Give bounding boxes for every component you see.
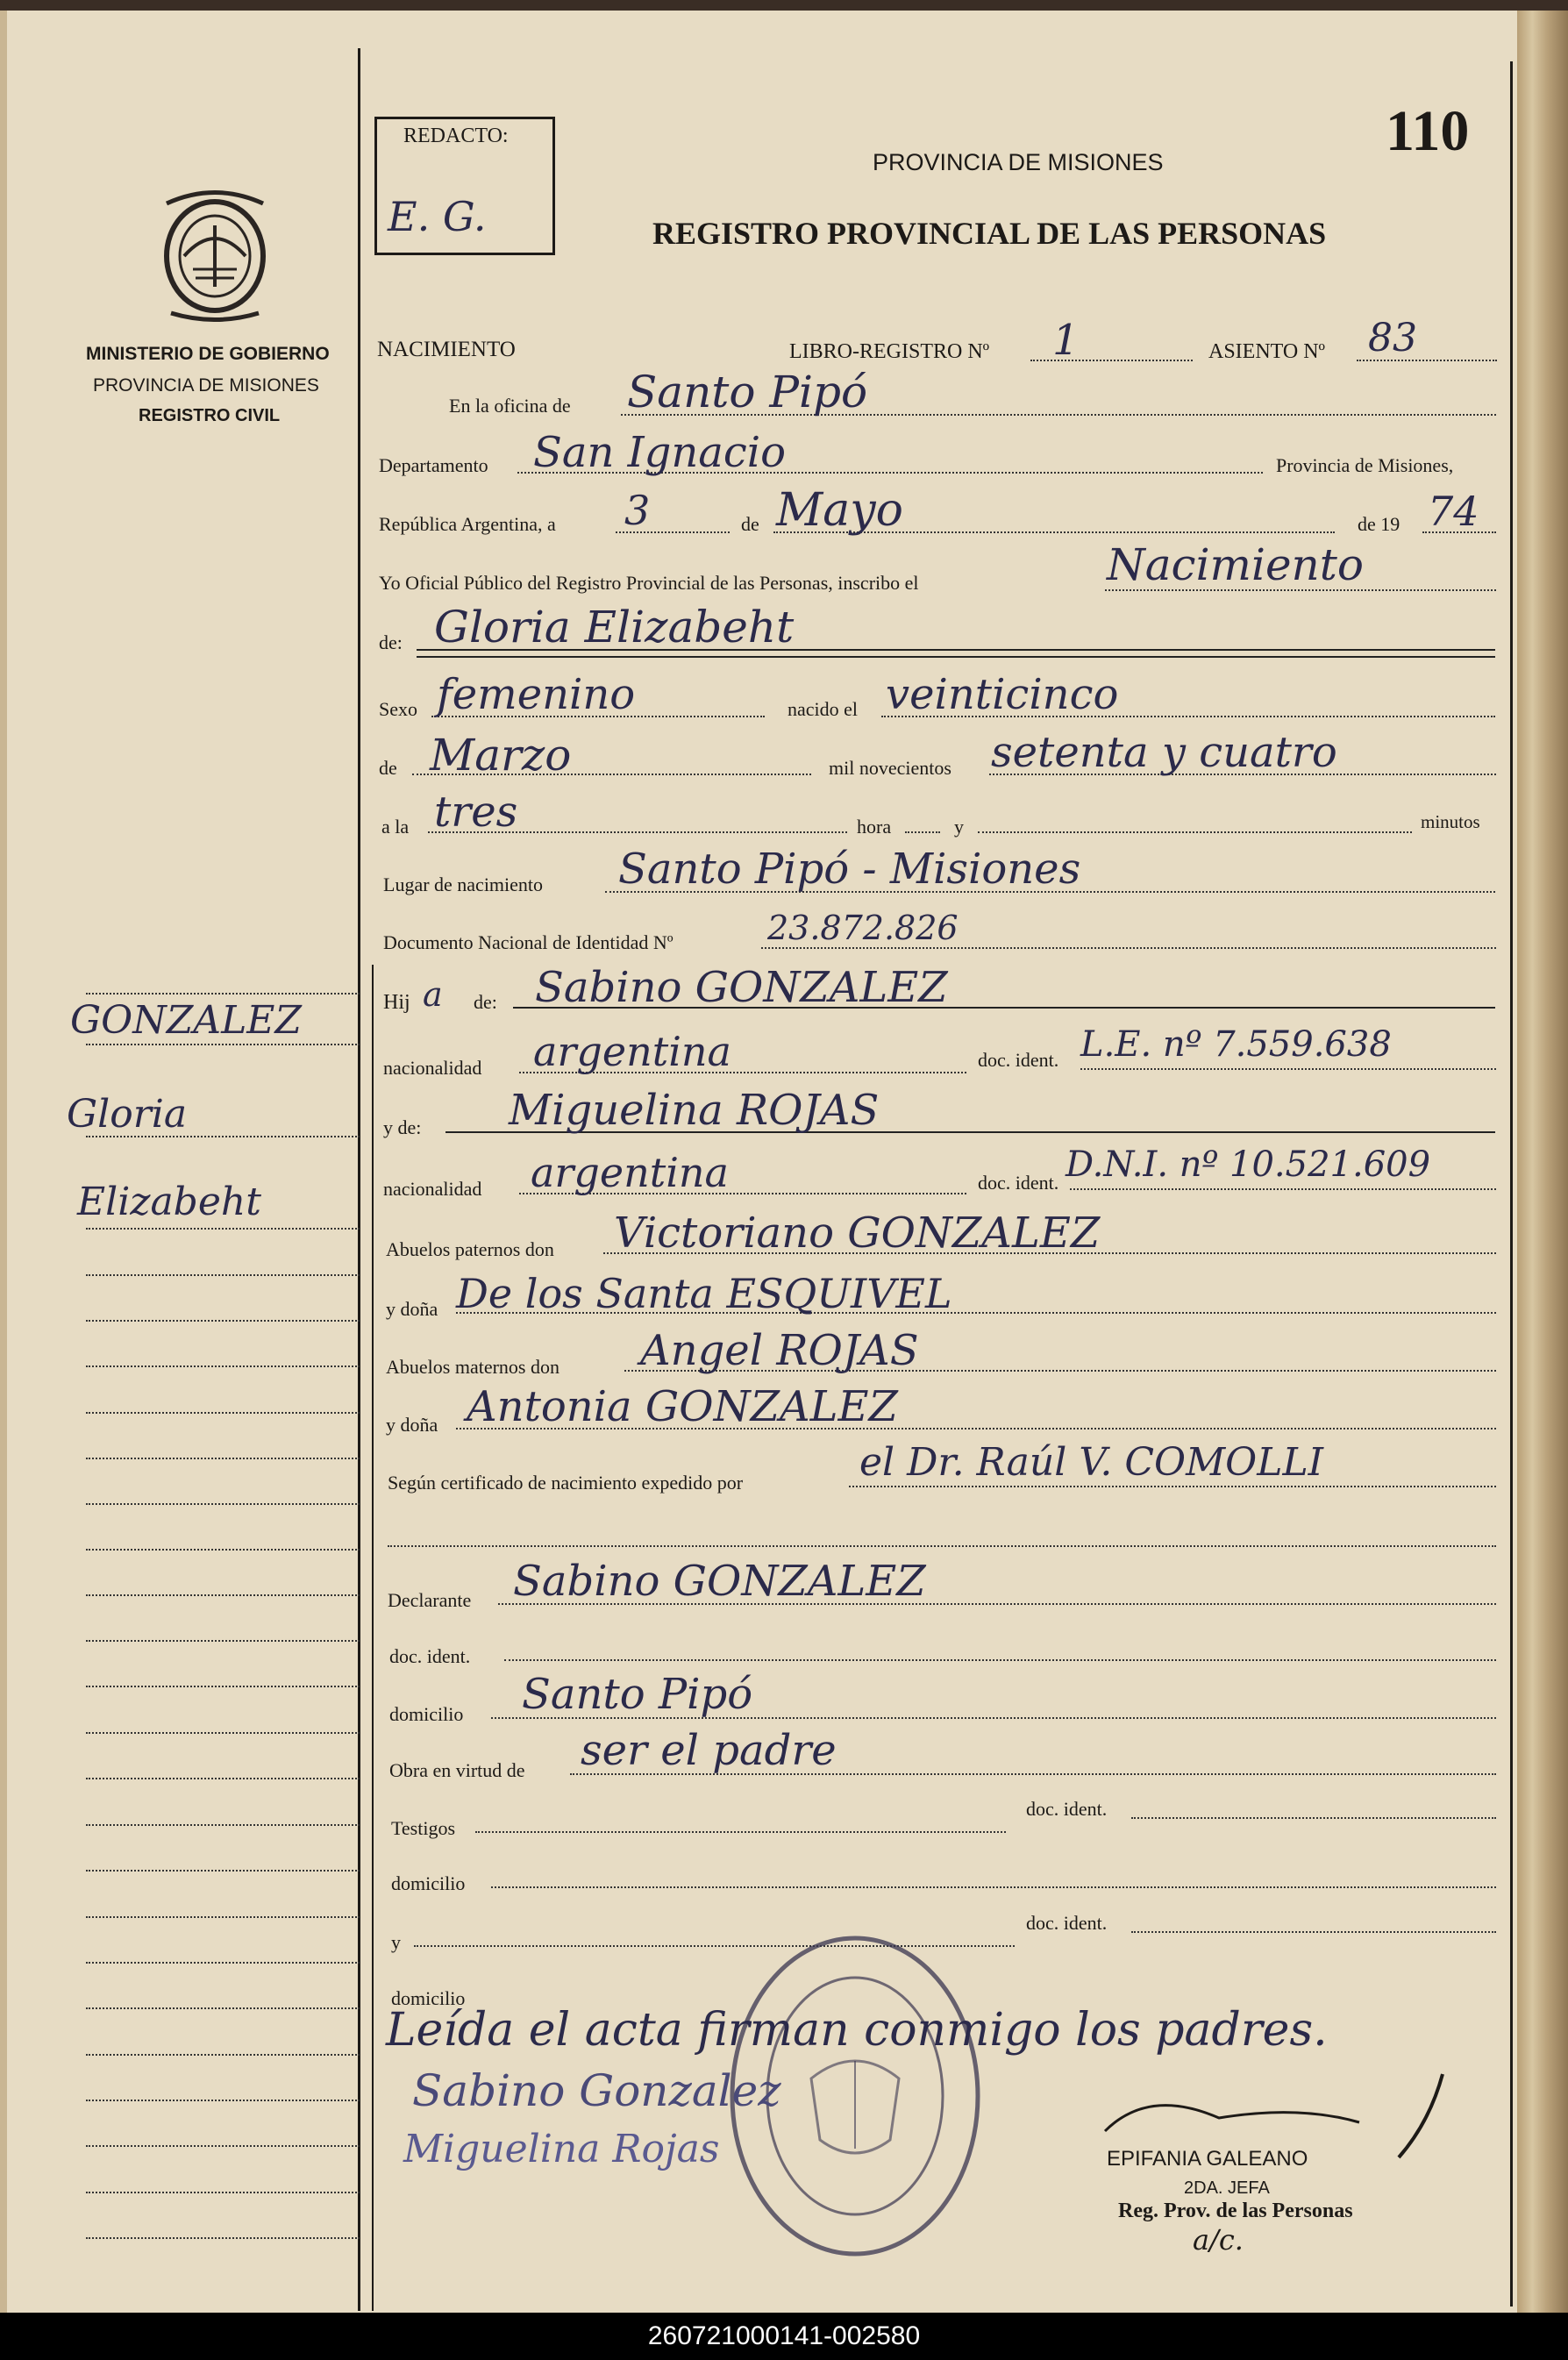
sexo-label: Sexo — [379, 698, 417, 720]
margin-line — [86, 1962, 360, 1964]
margin-line — [86, 1640, 360, 1642]
margin-line — [86, 1916, 360, 1918]
abuela-mat-value: Antonia GONZALEZ — [467, 1382, 898, 1431]
oficina-label: En la oficina de — [449, 395, 571, 417]
inscribo-value: Nacimiento — [1107, 539, 1364, 590]
declarante-doc-label: doc. ident. — [389, 1645, 471, 1667]
domicilio-value: Santo Pipó — [522, 1670, 753, 1719]
declarante-doc-line — [504, 1659, 1496, 1661]
abuelo-mat-value: Angel ROJAS — [640, 1326, 919, 1375]
margin-line — [86, 1412, 360, 1414]
abuelo-pat-value: Victoriano GONZALEZ — [614, 1209, 1101, 1258]
margin-first-name: Gloria — [67, 1092, 188, 1137]
testigos-doc-label: doc. ident. — [1026, 1798, 1108, 1820]
nombre-value: Gloria Elizabeht — [434, 602, 795, 652]
yo-oficial-label: Yo Oficial Público del Registro Provincial de las Personas, inscribo el — [379, 572, 919, 594]
nacido-label: nacido el — [788, 698, 859, 720]
certificado-line — [849, 1486, 1496, 1487]
y-dona-pat-label: y doña — [386, 1298, 438, 1320]
de-19-label: de 19 — [1358, 513, 1401, 535]
margin-line — [86, 1044, 360, 1045]
margin-line — [86, 1732, 360, 1734]
margin-line — [86, 1824, 360, 1826]
madre-value: Miguelina ROJAS — [509, 1086, 880, 1135]
domicilio-label: domicilio — [389, 1703, 464, 1725]
certificado-line-2 — [388, 1545, 1496, 1547]
y-de-label: y de: — [383, 1116, 422, 1138]
nacionalidad-madre-label: nacionalidad — [383, 1178, 482, 1200]
doc-padre-line — [1080, 1068, 1496, 1070]
province-heading: PROVINCIA DE MISIONES — [873, 149, 1164, 175]
page-stack-edge — [1517, 11, 1568, 2313]
y-label: y — [954, 816, 964, 838]
a-la-label: a la — [381, 816, 410, 838]
certificado-value: el Dr. Raúl V. COMOLLI — [859, 1440, 1324, 1485]
margin-line — [86, 2007, 360, 2009]
dia-value: 3 — [624, 487, 651, 534]
signature-padre: Sabino Gonzalez — [412, 2065, 781, 2116]
anio-value: 74 — [1428, 488, 1479, 535]
hij-label: Hij — [383, 991, 410, 1014]
testigos-doc-line — [1131, 1817, 1496, 1819]
abuela-pat-value: De los Santa ESQUIVEL — [456, 1270, 952, 1317]
leida-statement: Leída el acta firman conmigo los padres. — [386, 2004, 1328, 2057]
margin-line — [86, 1870, 360, 1872]
nacionalidad-label: nacionalidad — [383, 1057, 482, 1079]
official-ac: a/c. — [1193, 2223, 1244, 2257]
segun-label: Según certificado de nacimiento expedido por — [388, 1472, 744, 1494]
y-testigo-label: y — [391, 1931, 401, 1953]
margin-line — [86, 1228, 360, 1230]
dni-line — [761, 947, 1496, 949]
hija-suffix: a — [423, 975, 443, 1014]
margin-line — [86, 993, 360, 995]
padre-value: Sabino GONZALEZ — [535, 963, 948, 1012]
margin-line — [86, 1503, 360, 1505]
abuelos-mat-label: Abuelos maternos don — [386, 1356, 559, 1378]
margin-line — [86, 2054, 360, 2056]
departamento-label: Departamento — [379, 454, 488, 476]
asiento-label: ASIENTO Nº — [1208, 340, 1325, 363]
column-divider — [358, 48, 360, 2311]
testigo2-doc-label: doc. ident. — [1026, 1912, 1108, 1934]
libro-label: LIBRO-REGISTRO Nº — [789, 340, 990, 363]
testigo2-domicilio-label: domicilio — [391, 1987, 466, 2009]
libro-value: 1 — [1052, 316, 1080, 365]
doc-padre-label: doc. ident. — [978, 1049, 1059, 1071]
de-label: de — [741, 513, 759, 535]
testigos-domicilio-line — [491, 1886, 1496, 1888]
margin-line — [86, 2145, 360, 2147]
redacto-initials: E. G. — [388, 193, 487, 240]
lugar-value: Santo Pipó - Misiones — [618, 845, 1081, 894]
official-role: 2DA. JEFA — [1184, 2178, 1270, 2198]
provincia-label: Provincia de Misiones, — [1276, 454, 1454, 476]
ministry-line-2: PROVINCIA DE MISIONES — [93, 375, 319, 396]
de-nombre-label: de: — [379, 631, 403, 653]
nacido-value: veinticinco — [886, 670, 1119, 719]
margin-line — [86, 1594, 360, 1596]
abuelos-pat-label: Abuelos paternos don — [386, 1238, 554, 1260]
ministry-line-3: REGISTRO CIVIL — [139, 406, 281, 425]
obra-value: ser el padre — [581, 1726, 837, 1775]
margin-line — [86, 2237, 360, 2239]
dni-value: 23.872.826 — [767, 909, 959, 947]
hora-line-2 — [905, 831, 940, 833]
redacto-label: REDACTO: — [403, 125, 509, 147]
margin-second-name: Elizabeht — [77, 1180, 261, 1224]
nac-madre-value: argentina — [531, 1149, 729, 1196]
hora-value: tres — [434, 788, 518, 837]
signature-madre: Miguelina Rojas — [403, 2127, 720, 2171]
ministry-line-1: MINISTERIO DE GOBIERNO — [86, 344, 330, 364]
hora-label: hora — [857, 816, 892, 838]
anio-nac-value: setenta y cuatro — [991, 728, 1337, 777]
sexo-value: femenino — [437, 670, 636, 719]
document-id-footer: 260721000141-002580 — [0, 2313, 1568, 2360]
testigos-line — [475, 1831, 1006, 1833]
margin-line — [86, 1686, 360, 1687]
doc-madre-line — [1070, 1188, 1496, 1190]
coat-of-arms-icon — [153, 186, 276, 322]
oficina-value: Santo Pipó — [627, 367, 868, 417]
hija-de-label: de: — [474, 991, 497, 1013]
doc-madre-label: doc. ident. — [978, 1172, 1059, 1194]
obra-label: Obra en virtud de — [389, 1759, 525, 1781]
page-title: REGISTRO PROVINCIAL DE LAS PERSONAS — [652, 216, 1327, 251]
mes-nac-value: Marzo — [430, 730, 572, 781]
official-office: Reg. Prov. de las Personas — [1118, 2200, 1353, 2222]
margin-line — [86, 1458, 360, 1459]
nacimiento-heading: NACIMIENTO — [377, 338, 516, 361]
mil-label: mil novecientos — [829, 757, 951, 779]
mes-value: Mayo — [776, 484, 903, 537]
margin-line — [86, 1778, 360, 1779]
doc-padre-value: L.E. nº 7.559.638 — [1080, 1024, 1392, 1065]
margin-surname: GONZALEZ — [70, 998, 302, 1043]
minutos-label: minutos — [1421, 811, 1480, 832]
official-name: EPIFANIA GALEANO — [1107, 2147, 1308, 2171]
margin-line — [86, 1320, 360, 1322]
minutos-line — [978, 831, 1412, 833]
testigos-domicilio-label: domicilio — [391, 1872, 466, 1894]
republica-label: República Argentina, a — [379, 513, 556, 535]
redacto-box — [374, 117, 555, 255]
column-divider-inner — [372, 965, 374, 2311]
top-border — [0, 0, 1568, 11]
right-border — [1510, 61, 1513, 2307]
nac-padre-value: argentina — [533, 1028, 731, 1075]
doc-madre-value: D.N.I. nº 10.521.609 — [1066, 1144, 1431, 1185]
departamento-value: San Ignacio — [533, 428, 787, 477]
testigo2-doc-line — [1131, 1931, 1496, 1933]
page-number: 110 — [1386, 99, 1470, 163]
declarante-value: Sabino GONZALEZ — [513, 1557, 926, 1606]
de-mes-label: de — [379, 757, 397, 779]
nombre-line-2 — [417, 656, 1495, 658]
testigos-label: Testigos — [391, 1817, 456, 1839]
declarante-label: Declarante — [388, 1589, 472, 1611]
margin-line — [86, 1365, 360, 1367]
asiento-value: 83 — [1368, 316, 1417, 360]
margin-line — [86, 1549, 360, 1551]
y-dona-mat-label: y doña — [386, 1414, 438, 1436]
margin-line — [86, 2100, 360, 2101]
margin-line — [86, 2192, 360, 2193]
margin-line — [86, 1274, 360, 1276]
dni-label: Documento Nacional de Identidad Nº — [383, 931, 674, 953]
lugar-label: Lugar de nacimiento — [383, 873, 544, 895]
